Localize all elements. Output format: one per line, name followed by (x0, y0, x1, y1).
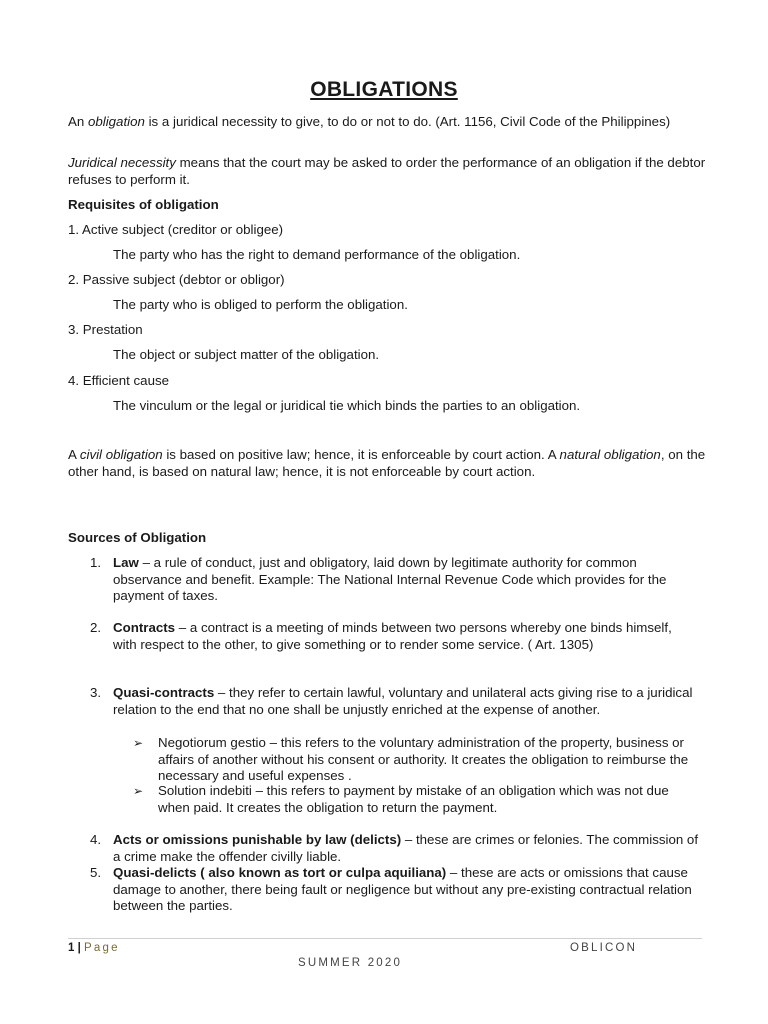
juridical-necessity-term: Juridical necessity (68, 155, 176, 170)
civil-natural-paragraph (68, 447, 708, 480)
text-run: – a rule of conduct, just and obligatory, laid down by legitimate authority for common observance and benefit. Example: The National Internal Revenue Code which provides for the payment of taxes. (113, 555, 667, 603)
footer-divider (68, 938, 702, 939)
list-text (113, 865, 698, 915)
page-number: 1 (68, 942, 75, 954)
juridical-necessity-definition (68, 155, 708, 188)
natural-obligation-term: natural obligation (559, 447, 661, 462)
list-number: 2. (90, 620, 102, 635)
text-run: A (68, 447, 80, 462)
list-number: 3. (90, 685, 102, 700)
footer-term: SUMMER 2020 (298, 957, 403, 969)
text-run: – these are crimes or felonies. The commission of a crime make the offender civilly liable. (113, 832, 699, 864)
source-term: Quasi-contracts (113, 685, 215, 700)
text-run: is based on positive law; hence, it is enforceable by court action. A (162, 447, 560, 462)
arrow-bullet-icon: ➢ (133, 736, 144, 750)
civil-obligation-term: civil obligation (79, 447, 163, 462)
text-run: is a juridical necessity to give, to do or not to do. (Art. 1156, Civil Code of the Philippines) (144, 114, 671, 129)
source-term: Contracts (113, 620, 176, 635)
text-run: , on the other hand, is based on natural law; hence, it is not enforceable by court action. (68, 447, 706, 479)
requisite-description: The vinculum or the legal or juridical tie which binds the parties to an obligation. (113, 398, 581, 413)
list-text (113, 685, 698, 718)
requisite-label: 1. Active subject (creditor or obligee) (68, 222, 284, 237)
source-term: Law (113, 555, 139, 570)
text-run: means that the court may be asked to order the performance of an obligation if the debtor refuses to perform it. (68, 155, 706, 187)
list-number: 4. (90, 832, 102, 847)
source-term: Acts or omissions punishable by law (delicts) (113, 832, 402, 847)
footer-course-code: OBLICON (570, 942, 638, 954)
list-number: 1. (90, 555, 102, 570)
page-separator: | (74, 942, 85, 954)
footer-page-number (68, 942, 120, 954)
requisite-description: The party who is obliged to perform the obligation. (113, 297, 408, 312)
list-number: 5. (90, 865, 102, 880)
requisite-label: 4. Efficient cause (68, 373, 170, 388)
list-text (113, 620, 698, 653)
obligation-definition (68, 114, 708, 131)
list-text (113, 555, 698, 605)
text-run: – a contract is a meeting of minds between two persons whereby one binds himself, with respect to the other, to give something or to render some service. ( Art. 1305) (113, 620, 672, 652)
text-run: – these are acts or omissions that cause damage to another, there being fault or negligence but without any pre-existing contractual relation between the parties. (113, 865, 692, 913)
page-title: OBLIGATIONS (310, 78, 458, 101)
requisites-heading: Requisites of obligation (68, 197, 219, 212)
requisite-description: The party who has the right to demand performance of the obligation. (113, 247, 521, 262)
source-term: Quasi-delicts ( also known as tort or culpa aquiliana) (113, 865, 447, 880)
sub-bullet-text: Solution indebiti – this refers to payment by mistake of an obligation which was not due when paid. It creates the obligation to return the payment. (158, 783, 669, 815)
requisite-label: 3. Prestation (68, 322, 143, 337)
text-run: An (68, 114, 88, 129)
sub-bullet-text: Negotiorum gestio – this refers to the voluntary administration of the property, business or affairs of another without his consent or authority. It creates the obligation to reimburse the necessary and useful expenses . (158, 735, 689, 783)
page-label: Page (84, 942, 120, 954)
list-text (113, 832, 698, 865)
obligation-term: obligation (87, 114, 145, 129)
requisite-description: The object or subject matter of the obligation. (113, 347, 380, 362)
requisite-label: 2. Passive subject (debtor or obligor) (68, 272, 285, 287)
sources-heading: Sources of Obligation (68, 530, 207, 545)
arrow-bullet-icon: ➢ (133, 784, 144, 798)
text-run: – they refer to certain lawful, voluntary and unilateral acts giving rise to a juridical relation to the end that no one shall be unjustly enriched at the expense of another. (113, 685, 693, 717)
